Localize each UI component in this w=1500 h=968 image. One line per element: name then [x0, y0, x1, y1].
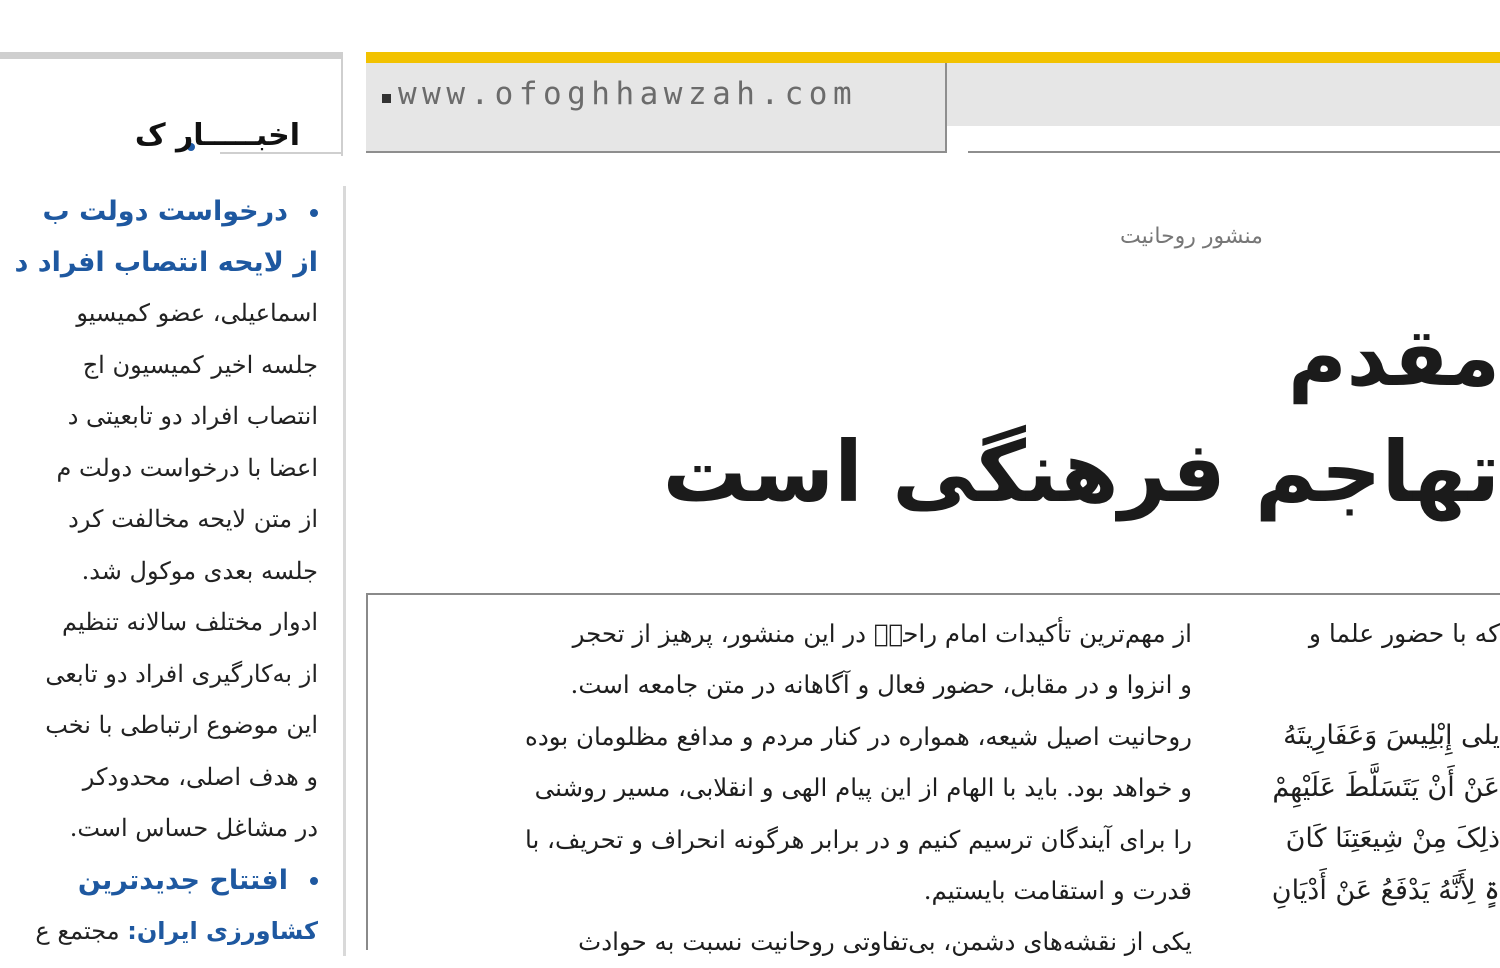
article-frame-top-rule — [366, 593, 1500, 595]
news-body-line: جلسه بعدی موکول شد. — [81, 556, 318, 585]
news-body-line: این موضوع ارتباطی با نخب — [45, 711, 318, 739]
article-right-column — [1236, 608, 1500, 950]
section-title: اخبـــــار ک — [134, 118, 300, 153]
news-body-line: اسماعیلی، عضو کمیسیو — [76, 299, 318, 327]
article-main-column — [388, 608, 1192, 957]
left-column-top-bar — [0, 52, 343, 59]
headline-line: تهاجم فرهنگی است — [662, 423, 1500, 521]
news-body-line: از به‌کارگیری افراد دو تابعی — [45, 659, 318, 688]
article-line: از مهم‌ترین تأکیدات امام راحلؒ در این منشور، پرهیز از تحجر — [572, 619, 1192, 648]
news-headline[interactable]: افتتاح جدیدترین — [0, 855, 318, 906]
news-body-line: جلسه اخیر کمیسیون اج — [82, 350, 318, 379]
news-lead: کشاورزی ایران: — [127, 916, 318, 945]
news-body-line: ادوار مختلف سالانه تنظیم — [62, 608, 318, 636]
headline-line: مقدم — [1288, 311, 1500, 404]
news-body-line: و هدف اصلی، محدودکر — [82, 762, 318, 791]
news-headline[interactable]: درخواست دولت ب — [0, 186, 318, 237]
article-headline — [662, 308, 1500, 568]
news-body-line: در مشاغل حساس است. — [69, 814, 318, 842]
article-line: روحانیت اصیل شیعه، همواره در کنار مردم و مدافع مظلومان بوده — [525, 721, 1192, 751]
left-column-frame-edge — [341, 52, 343, 156]
quote-line: یلی إِبْلِیسَ وَعَفَارِیتَهُ — [1283, 720, 1500, 752]
article-line: قدرت و استقامت بایستیم. — [923, 876, 1192, 906]
bullet-icon — [310, 877, 318, 885]
article-line: و انزوا و در مقابل، حضور فعال و آگاهانه در متن جامعه است. — [570, 670, 1192, 700]
quote-line: عَنْ أَنْ یَتَسَلَّطَ عَلَیْهِمْ — [1272, 771, 1500, 803]
bullet-icon — [310, 209, 318, 217]
header-accent-bar — [366, 52, 1500, 63]
news-body-line: از متن لایحه مخالفت کرد — [68, 505, 318, 533]
paragraph-gap — [1236, 659, 1500, 710]
article-line: و خواهد بود. باید با الهام از این پیام الهی و انقلابی، مسیر روشنی — [534, 773, 1192, 803]
news-body-line: انتصاب افراد دو تابعیتی د — [67, 402, 318, 430]
news-column — [0, 186, 318, 950]
article-line: را برای آیندگان ترسیم کنیم و در برابر هرگونه انحراف و تحریف، با — [524, 824, 1192, 854]
article-category: منشور روحانیت — [1120, 224, 1263, 249]
column-divider — [343, 186, 346, 956]
news-headline[interactable]: از لایحه انتصاب افراد د — [14, 247, 318, 278]
quote-line: ۃٍ لِأَنَّهُ یَدْفَعُ عَنْ أَدْیَانِ — [1271, 874, 1500, 906]
square-bullet-icon — [382, 94, 391, 103]
article-line: که با حضور علما و — [1308, 619, 1500, 648]
quote-line: ذلِکَ مِنْ شِیعَتِنَا کَانَ — [1285, 823, 1500, 855]
news-body-line: اعضا با درخواست دولت م — [56, 453, 318, 482]
news-body-line: کشاورزی ایران: مجتمع ع — [35, 916, 318, 945]
article-frame-left-rule — [366, 593, 368, 950]
article-line: یکی از نقشه‌های دشمن، بی‌تفاوتی روحانیت نسبت به حوادث — [578, 927, 1192, 957]
header-rule — [968, 151, 1500, 153]
website-url[interactable]: www.ofoghhawzah.com — [398, 76, 858, 112]
